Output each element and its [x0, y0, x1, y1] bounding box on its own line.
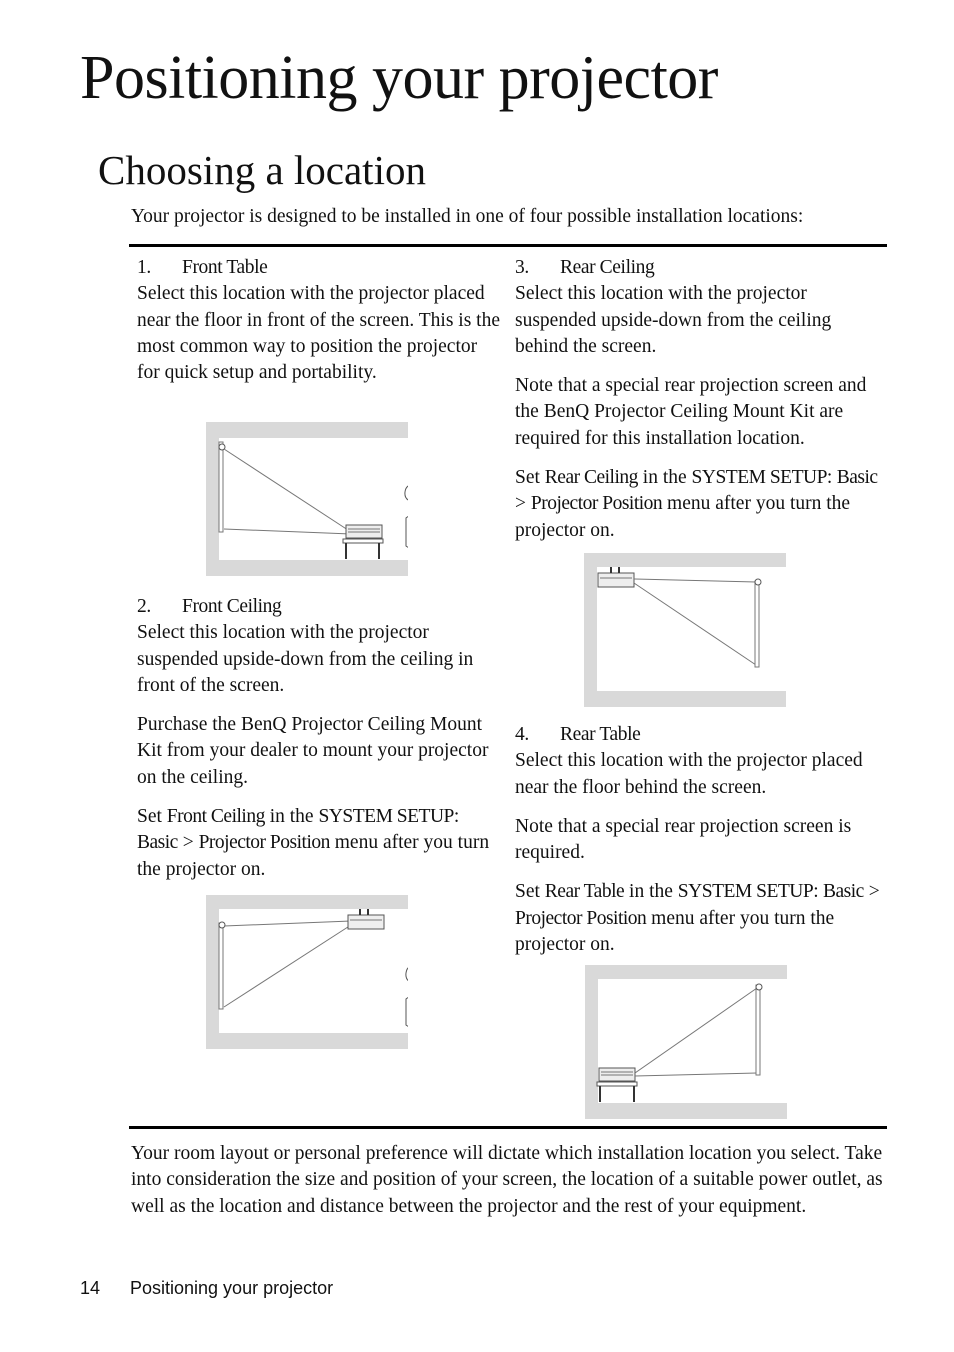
location-name: Front Ceiling — [182, 596, 282, 617]
location-description: Select this location with the projector suspended upside-down from the ceiling behind the screen. — [515, 283, 832, 357]
section-title: Choosing a location — [98, 147, 426, 193]
page-number: 14 — [80, 1278, 101, 1298]
location-note: Purchase the BenQ Projector Ceiling Mount Kit from your dealer to mount your projector on the ceiling. — [137, 714, 489, 788]
location-number: 1. — [137, 257, 151, 278]
rear-ceiling-diagram — [584, 553, 786, 707]
location-front-ceiling — [137, 594, 502, 896]
location-name: Rear Ceiling — [560, 257, 655, 278]
location-description: Select this location with the projector suspended upside-down from the ceiling in front of the screen. — [137, 622, 474, 696]
location-name: Front Table — [182, 257, 268, 278]
menu-instruction: Set Rear Table in the SYSTEM SETUP: Basic > Projector Position menu after you turn the projector on. — [515, 881, 880, 956]
intro-text: Your projector is designed to be installed in one of four possible installation locations: — [131, 206, 804, 227]
location-description: Select this location with the projector placed near the floor behind the screen. — [515, 750, 863, 798]
front-ceiling-diagram — [206, 895, 408, 1049]
page-title: Positioning your projector — [80, 44, 718, 112]
location-front-table — [137, 255, 502, 399]
front-table-diagram — [206, 422, 408, 576]
location-note: Note that a special rear projection screen is required. — [515, 815, 852, 864]
location-number: 2. — [137, 596, 151, 617]
location-description: Select this location with the projector placed near the floor in front of the screen. This is the most common way to position the projector for quick setup and portability. — [137, 283, 500, 384]
location-name: Rear Table — [560, 724, 641, 745]
outro-text: Your room layout or personal preference will dictate which installation location you select. Take into consideration the size and position of your screen, the location of a suitable power outlet, as well as the location and distance between the projector and the rest of your equipment. — [131, 1143, 883, 1217]
running-title: Positioning your projector — [130, 1278, 334, 1298]
location-number: 4. — [515, 724, 529, 745]
menu-instruction: Set Front Ceiling in the SYSTEM SETUP: Basic > Projector Position menu after you turn the projector on. — [137, 806, 490, 880]
location-number: 3. — [515, 257, 529, 278]
location-note: Note that a special rear projection screen and the BenQ Projector Ceiling Mount Kit are required for this installation location. — [515, 375, 867, 449]
menu-instruction: Set Rear Ceiling in the SYSTEM SETUP: Basic > Projector Position menu after you turn the projector on. — [515, 467, 878, 541]
bottom-rule — [129, 1126, 887, 1129]
rear-table-diagram — [585, 965, 787, 1119]
top-rule — [129, 244, 887, 247]
location-rear-table — [515, 722, 880, 971]
location-rear-ceiling — [515, 255, 880, 557]
